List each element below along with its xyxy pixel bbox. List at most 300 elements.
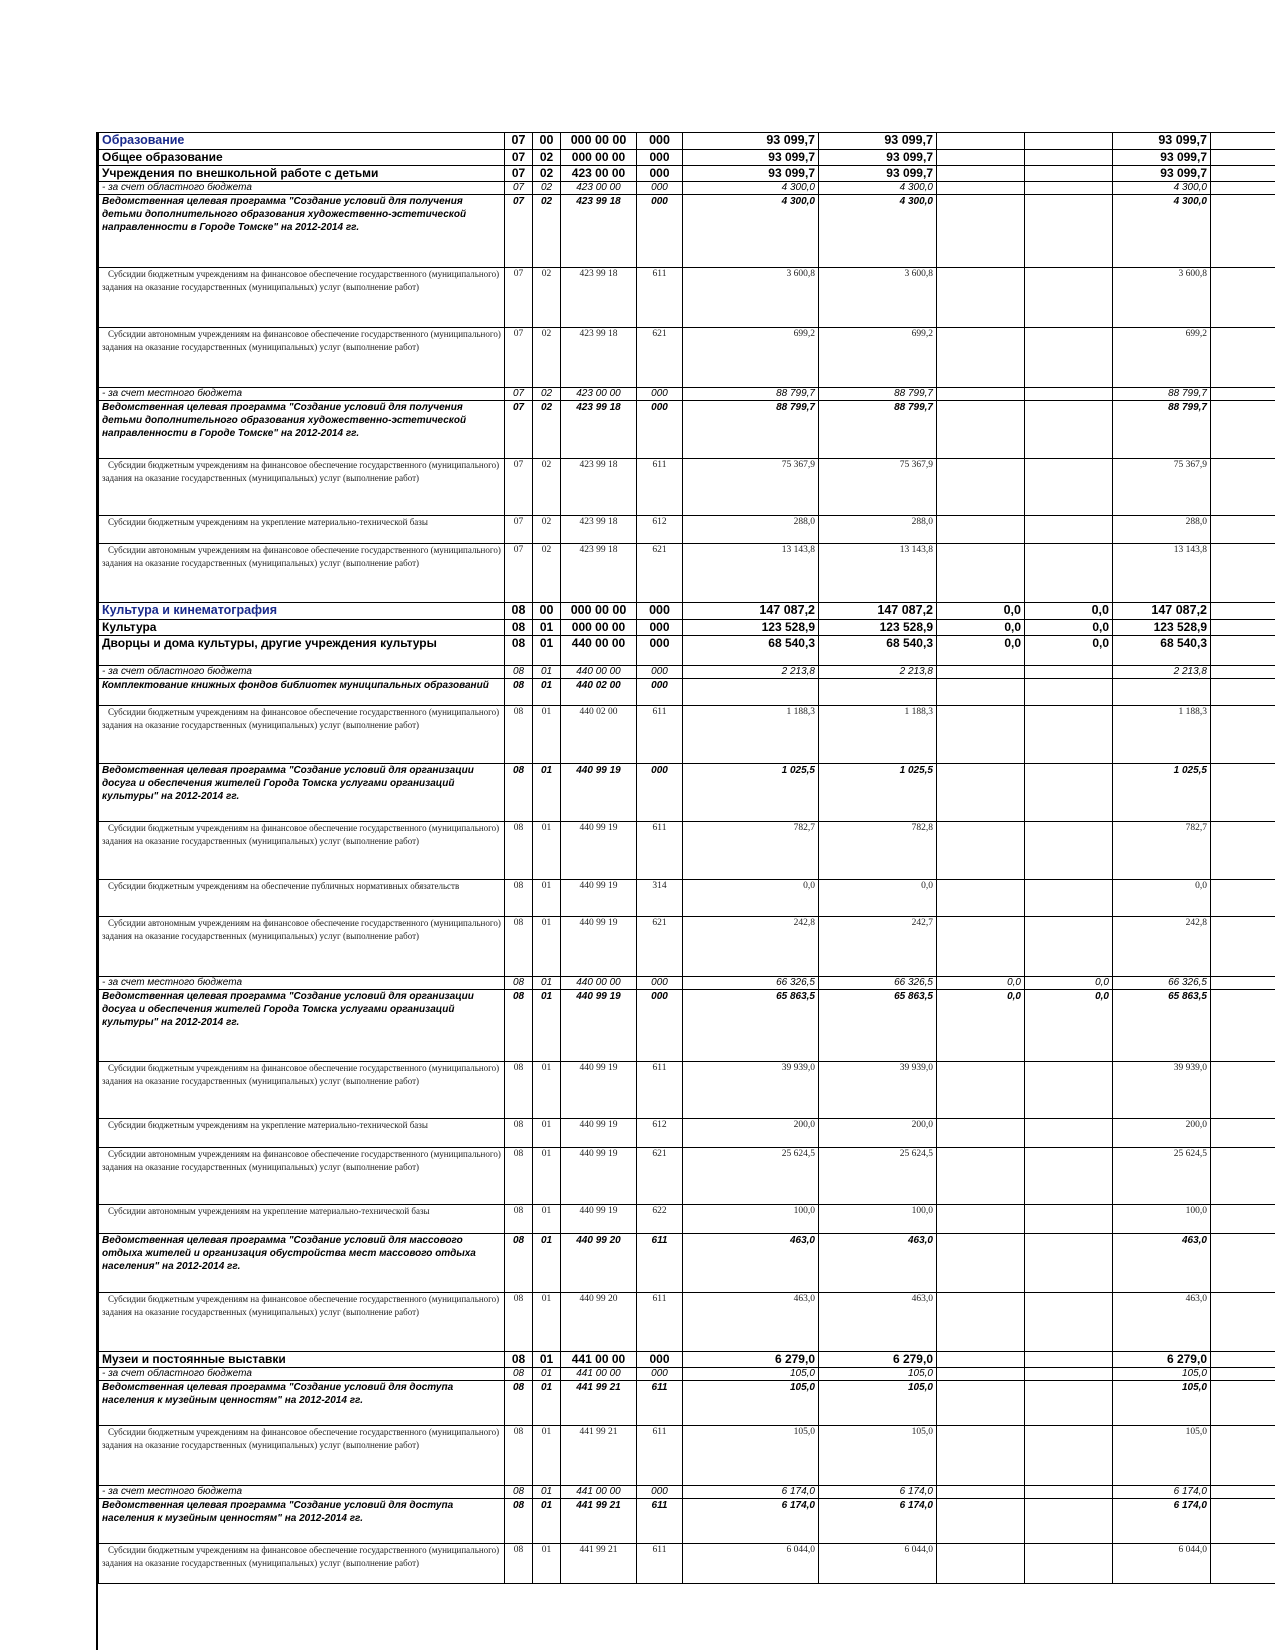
row-expense-type: 000 <box>637 603 683 620</box>
row-amount-4 <box>1025 388 1113 401</box>
row-amount-1: 66 326,5 <box>683 977 819 990</box>
table-row-sub <box>99 1368 1275 1381</box>
row-amount-3 <box>937 1293 1025 1352</box>
row-trailing-cell <box>1211 1368 1275 1381</box>
row-amount-5: 100,0 <box>1113 1205 1211 1234</box>
row-trailing-cell <box>1211 459 1275 516</box>
row-section-code: 08 <box>505 917 533 977</box>
row-section-code: 07 <box>505 459 533 516</box>
row-amount-4 <box>1025 516 1113 544</box>
row-target-article: 000 00 00 <box>561 133 637 150</box>
row-target-article: 000 00 00 <box>561 603 637 620</box>
row-amount-3 <box>937 516 1025 544</box>
row-target-article: 440 99 20 <box>561 1234 637 1293</box>
row-trailing-cell <box>1211 268 1275 328</box>
table-row-sub <box>99 388 1275 401</box>
row-subsection-code: 01 <box>533 1148 561 1205</box>
row-name: Музеи и постоянные выставки <box>99 1352 505 1368</box>
row-amount-3 <box>937 150 1025 166</box>
row-subsection-code: 01 <box>533 1293 561 1352</box>
row-name: Субсидии бюджетным учреждениям на укрепление материально-технической базы <box>99 516 505 544</box>
row-amount-2: 463,0 <box>819 1234 937 1293</box>
row-section-code: 07 <box>505 268 533 328</box>
row-subsection-code: 02 <box>533 195 561 268</box>
row-section-code: 07 <box>505 133 533 150</box>
table-row-item <box>99 917 1275 977</box>
row-expense-type: 000 <box>637 990 683 1062</box>
row-amount-5: 147 087,2 <box>1113 603 1211 620</box>
row-amount-5: 25 624,5 <box>1113 1148 1211 1205</box>
row-amount-2: 200,0 <box>819 1119 937 1148</box>
table-row-sub <box>99 666 1275 679</box>
row-amount-2: 699,2 <box>819 328 937 388</box>
row-subsection-code: 01 <box>533 1119 561 1148</box>
row-section-code: 07 <box>505 516 533 544</box>
row-amount-2: 6 044,0 <box>819 1544 937 1584</box>
row-amount-5: 93 099,7 <box>1113 150 1211 166</box>
budget-table-sheet <box>98 132 1275 1584</box>
row-amount-4 <box>1025 880 1113 917</box>
row-amount-3 <box>937 917 1025 977</box>
row-amount-2: 100,0 <box>819 1205 937 1234</box>
row-amount-2: 123 528,9 <box>819 620 937 636</box>
row-target-article: 423 99 18 <box>561 516 637 544</box>
row-subsection-code: 01 <box>533 636 561 666</box>
row-trailing-cell <box>1211 150 1275 166</box>
row-amount-2: 4 300,0 <box>819 195 937 268</box>
row-name: Субсидии бюджетным учреждениям на финансовое обеспечение государственного (муниципального) задания на оказание государственных (муниципальных) услуг (выполнение работ) <box>99 1062 505 1119</box>
row-section-code: 08 <box>505 603 533 620</box>
row-target-article: 440 00 00 <box>561 636 637 666</box>
row-expense-type: 611 <box>637 459 683 516</box>
row-name: - за счет местного бюджета <box>99 1486 505 1499</box>
row-subsection-code: 01 <box>533 1544 561 1584</box>
row-trailing-cell <box>1211 1544 1275 1584</box>
row-name: Ведомственная целевая программа "Создание условий для получения детьми дополнительного образования художественно-эстетической направленности в Городе Томске" на 2012-2014 гг. <box>99 195 505 268</box>
row-amount-4 <box>1025 1205 1113 1234</box>
row-amount-5: 68 540,3 <box>1113 636 1211 666</box>
row-amount-4 <box>1025 459 1113 516</box>
row-amount-4 <box>1025 1381 1113 1426</box>
row-amount-4 <box>1025 328 1113 388</box>
row-amount-3 <box>937 764 1025 822</box>
row-name: Субсидии бюджетным учреждениям на финансовое обеспечение государственного (муниципального) задания на оказание государственных (муниципальных) услуг (выполнение работ) <box>99 1426 505 1486</box>
row-subsection-code: 02 <box>533 328 561 388</box>
row-amount-2: 3 600,8 <box>819 268 937 328</box>
table-row-item <box>99 268 1275 328</box>
row-target-article: 423 99 18 <box>561 401 637 459</box>
row-expense-type: 611 <box>637 1062 683 1119</box>
row-amount-5: 6 044,0 <box>1113 1544 1211 1584</box>
row-trailing-cell <box>1211 620 1275 636</box>
table-row-grp <box>99 1352 1275 1368</box>
table-row-sub <box>99 182 1275 195</box>
row-amount-3 <box>937 1234 1025 1293</box>
row-section-code: 08 <box>505 1381 533 1426</box>
row-amount-2: 93 099,7 <box>819 133 937 150</box>
row-amount-3 <box>937 1381 1025 1426</box>
row-amount-1: 463,0 <box>683 1293 819 1352</box>
row-expense-type: 611 <box>637 1499 683 1544</box>
row-target-article: 423 00 00 <box>561 388 637 401</box>
row-amount-4 <box>1025 1119 1113 1148</box>
row-trailing-cell <box>1211 666 1275 679</box>
row-name: Субсидии бюджетным учреждениям на финансовое обеспечение государственного (муниципального) задания на оказание государственных (муниципальных) услуг (выполнение работ) <box>99 459 505 516</box>
row-amount-4 <box>1025 182 1113 195</box>
row-trailing-cell <box>1211 388 1275 401</box>
row-subsection-code: 01 <box>533 1234 561 1293</box>
table-row-prog <box>99 1381 1275 1426</box>
row-expense-type: 000 <box>637 764 683 822</box>
row-target-article: 440 99 19 <box>561 1148 637 1205</box>
row-expense-type: 000 <box>637 388 683 401</box>
row-trailing-cell <box>1211 1426 1275 1486</box>
row-amount-4: 0,0 <box>1025 620 1113 636</box>
row-name: Учреждения по внешкольной работе с детьми <box>99 166 505 182</box>
table-row-grp <box>99 166 1275 182</box>
row-amount-3: 0,0 <box>937 620 1025 636</box>
row-amount-1: 288,0 <box>683 516 819 544</box>
row-amount-1 <box>683 679 819 706</box>
table-row-item <box>99 822 1275 880</box>
table-row-sub <box>99 1486 1275 1499</box>
row-amount-3 <box>937 182 1025 195</box>
row-amount-2: 6 174,0 <box>819 1486 937 1499</box>
row-name: Субсидии автономным учреждениям на финансовое обеспечение государственного (муниципального) задания на оказание государственных (муниципальных) услуг (выполнение работ) <box>99 1148 505 1205</box>
row-name: Ведомственная целевая программа "Создание условий для организации досуга и обеспечения жителей Города Томска услугами организаций культуры" на 2012-2014 гг. <box>99 990 505 1062</box>
table-row-item <box>99 706 1275 764</box>
row-amount-1: 6 279,0 <box>683 1352 819 1368</box>
row-amount-5: 200,0 <box>1113 1119 1211 1148</box>
row-amount-5 <box>1113 679 1211 706</box>
table-row-sub <box>99 977 1275 990</box>
row-target-article: 441 00 00 <box>561 1352 637 1368</box>
row-amount-1: 105,0 <box>683 1381 819 1426</box>
row-amount-3 <box>937 133 1025 150</box>
row-subsection-code: 01 <box>533 917 561 977</box>
row-target-article: 423 00 00 <box>561 182 637 195</box>
row-amount-5: 6 174,0 <box>1113 1499 1211 1544</box>
row-target-article: 440 99 19 <box>561 1119 637 1148</box>
row-amount-4 <box>1025 1486 1113 1499</box>
row-amount-1: 105,0 <box>683 1426 819 1486</box>
row-amount-1: 242,8 <box>683 917 819 977</box>
row-amount-1: 147 087,2 <box>683 603 819 620</box>
table-row-grp <box>99 636 1275 666</box>
row-amount-1: 6 174,0 <box>683 1486 819 1499</box>
row-subsection-code: 01 <box>533 1205 561 1234</box>
row-amount-1: 123 528,9 <box>683 620 819 636</box>
row-amount-1: 39 939,0 <box>683 1062 819 1119</box>
row-amount-4 <box>1025 1148 1113 1205</box>
row-amount-4 <box>1025 544 1113 603</box>
row-trailing-cell <box>1211 1352 1275 1368</box>
row-expense-type: 000 <box>637 1368 683 1381</box>
row-amount-5: 105,0 <box>1113 1426 1211 1486</box>
row-name: Общее образование <box>99 150 505 166</box>
row-subsection-code: 02 <box>533 401 561 459</box>
row-amount-5: 782,7 <box>1113 822 1211 880</box>
row-expense-type: 000 <box>637 195 683 268</box>
row-amount-2: 6 174,0 <box>819 1499 937 1544</box>
row-amount-2 <box>819 679 937 706</box>
table-row-sec <box>99 603 1275 620</box>
row-amount-1: 88 799,7 <box>683 388 819 401</box>
row-name: Культура и кинематография <box>99 603 505 620</box>
row-amount-3 <box>937 880 1025 917</box>
row-amount-1: 200,0 <box>683 1119 819 1148</box>
row-amount-1: 4 300,0 <box>683 182 819 195</box>
row-amount-4 <box>1025 401 1113 459</box>
row-target-article: 441 99 21 <box>561 1426 637 1486</box>
row-trailing-cell <box>1211 401 1275 459</box>
row-amount-5: 13 143,8 <box>1113 544 1211 603</box>
row-expense-type: 621 <box>637 544 683 603</box>
row-amount-4 <box>1025 1368 1113 1381</box>
row-amount-4 <box>1025 1293 1113 1352</box>
row-subsection-code: 00 <box>533 133 561 150</box>
row-name: Ведомственная целевая программа "Создание условий для массового отдыха жителей и организация обустройства мест массового отдыха населения" на 2012-2014 гг. <box>99 1234 505 1293</box>
row-amount-3 <box>937 328 1025 388</box>
table-row-item <box>99 328 1275 388</box>
row-section-code: 08 <box>505 666 533 679</box>
row-trailing-cell <box>1211 195 1275 268</box>
row-expense-type: 611 <box>637 268 683 328</box>
row-amount-1: 93 099,7 <box>683 150 819 166</box>
budget-table-body <box>99 133 1275 1584</box>
row-amount-2: 2 213,8 <box>819 666 937 679</box>
row-target-article: 423 99 18 <box>561 544 637 603</box>
row-expense-type: 000 <box>637 182 683 195</box>
row-trailing-cell <box>1211 603 1275 620</box>
row-amount-2: 105,0 <box>819 1426 937 1486</box>
row-name: Субсидии автономным учреждениям на укрепление материально-технической базы <box>99 1205 505 1234</box>
row-amount-3 <box>937 1062 1025 1119</box>
row-trailing-cell <box>1211 328 1275 388</box>
row-expense-type: 611 <box>637 1234 683 1293</box>
row-amount-4 <box>1025 166 1113 182</box>
row-section-code: 08 <box>505 1234 533 1293</box>
row-expense-type: 314 <box>637 880 683 917</box>
row-subsection-code: 01 <box>533 706 561 764</box>
row-amount-4: 0,0 <box>1025 977 1113 990</box>
row-amount-3 <box>937 268 1025 328</box>
row-subsection-code: 02 <box>533 166 561 182</box>
row-name: - за счет областного бюджета <box>99 666 505 679</box>
row-amount-1: 100,0 <box>683 1205 819 1234</box>
budget-table <box>98 132 1275 1584</box>
row-amount-5: 288,0 <box>1113 516 1211 544</box>
row-section-code: 08 <box>505 764 533 822</box>
row-amount-3 <box>937 1352 1025 1368</box>
row-amount-5: 463,0 <box>1113 1293 1211 1352</box>
row-target-article: 423 99 18 <box>561 195 637 268</box>
row-name: Субсидии бюджетным учреждениям на финансовое обеспечение государственного (муниципального) задания на оказание государственных (муниципальных) услуг (выполнение работ) <box>99 1544 505 1584</box>
table-row-prog <box>99 195 1275 268</box>
row-trailing-cell <box>1211 679 1275 706</box>
row-name: Субсидии бюджетным учреждениям на финансовое обеспечение государственного (муниципального) задания на оказание государственных (муниципальных) услуг (выполнение работ) <box>99 822 505 880</box>
row-name: Субсидии бюджетным учреждениям на финансовое обеспечение государственного (муниципального) задания на оказание государственных (муниципальных) услуг (выполнение работ) <box>99 706 505 764</box>
row-target-article: 000 00 00 <box>561 150 637 166</box>
row-amount-2: 288,0 <box>819 516 937 544</box>
row-amount-2: 1 025,5 <box>819 764 937 822</box>
row-amount-3 <box>937 388 1025 401</box>
row-section-code: 07 <box>505 388 533 401</box>
row-amount-1: 6 044,0 <box>683 1544 819 1584</box>
row-target-article: 441 00 00 <box>561 1486 637 1499</box>
table-row-grp <box>99 620 1275 636</box>
row-section-code: 08 <box>505 706 533 764</box>
row-amount-4 <box>1025 1499 1113 1544</box>
row-section-code: 08 <box>505 1205 533 1234</box>
row-name: - за счет местного бюджета <box>99 388 505 401</box>
row-amount-5: 2 213,8 <box>1113 666 1211 679</box>
row-amount-3 <box>937 1119 1025 1148</box>
row-amount-4 <box>1025 150 1113 166</box>
row-amount-4 <box>1025 706 1113 764</box>
row-amount-1: 105,0 <box>683 1368 819 1381</box>
row-amount-1: 699,2 <box>683 328 819 388</box>
row-amount-4 <box>1025 133 1113 150</box>
row-amount-1: 88 799,7 <box>683 401 819 459</box>
row-amount-3 <box>937 1205 1025 1234</box>
row-amount-3: 0,0 <box>937 990 1025 1062</box>
row-expense-type: 612 <box>637 1119 683 1148</box>
row-target-article: 440 99 19 <box>561 1205 637 1234</box>
table-row-prog <box>99 1499 1275 1544</box>
row-name: - за счет областного бюджета <box>99 1368 505 1381</box>
row-amount-1: 68 540,3 <box>683 636 819 666</box>
row-amount-4: 0,0 <box>1025 603 1113 620</box>
row-amount-2: 463,0 <box>819 1293 937 1352</box>
row-amount-5: 6 174,0 <box>1113 1486 1211 1499</box>
row-trailing-cell <box>1211 544 1275 603</box>
row-trailing-cell <box>1211 1234 1275 1293</box>
row-amount-5: 4 300,0 <box>1113 195 1211 268</box>
row-subsection-code: 02 <box>533 150 561 166</box>
row-trailing-cell <box>1211 182 1275 195</box>
row-amount-4 <box>1025 666 1113 679</box>
row-name: Субсидии автономным учреждениям на финансовое обеспечение государственного (муниципального) задания на оказание государственных (муниципальных) услуг (выполнение работ) <box>99 544 505 603</box>
row-expense-type: 621 <box>637 328 683 388</box>
row-amount-3 <box>937 679 1025 706</box>
row-subsection-code: 01 <box>533 620 561 636</box>
row-trailing-cell <box>1211 1062 1275 1119</box>
row-section-code: 07 <box>505 182 533 195</box>
table-row-prog <box>99 401 1275 459</box>
table-row-item <box>99 1119 1275 1148</box>
row-amount-4 <box>1025 1544 1113 1584</box>
row-amount-2: 88 799,7 <box>819 401 937 459</box>
row-expense-type: 000 <box>637 620 683 636</box>
row-trailing-cell <box>1211 1381 1275 1426</box>
row-expense-type: 621 <box>637 917 683 977</box>
row-amount-1: 25 624,5 <box>683 1148 819 1205</box>
row-name: Ведомственная целевая программа "Создание условий для организации досуга и обеспечения жителей Города Томска услугами организаций культуры" на 2012-2014 гг. <box>99 764 505 822</box>
row-section-code: 08 <box>505 1368 533 1381</box>
row-amount-2: 93 099,7 <box>819 150 937 166</box>
row-amount-5: 65 863,5 <box>1113 990 1211 1062</box>
table-row-grp <box>99 150 1275 166</box>
table-row-item <box>99 544 1275 603</box>
row-section-code: 08 <box>505 880 533 917</box>
row-amount-1: 1 025,5 <box>683 764 819 822</box>
row-amount-5: 3 600,8 <box>1113 268 1211 328</box>
table-row-item <box>99 880 1275 917</box>
row-section-code: 07 <box>505 328 533 388</box>
row-trailing-cell <box>1211 636 1275 666</box>
row-amount-3: 0,0 <box>937 977 1025 990</box>
row-amount-1: 6 174,0 <box>683 1499 819 1544</box>
table-row-sec <box>99 133 1275 150</box>
row-expense-type: 000 <box>637 166 683 182</box>
row-name: Комплектование книжных фондов библиотек муниципальных образований <box>99 679 505 706</box>
row-amount-1: 93 099,7 <box>683 166 819 182</box>
row-trailing-cell <box>1211 1499 1275 1544</box>
row-name: - за счет областного бюджета <box>99 182 505 195</box>
table-row-prog <box>99 679 1275 706</box>
row-amount-1: 13 143,8 <box>683 544 819 603</box>
row-target-article: 440 00 00 <box>561 666 637 679</box>
row-name: Субсидии бюджетным учреждениям на финансовое обеспечение государственного (муниципального) задания на оказание государственных (муниципальных) услуг (выполнение работ) <box>99 268 505 328</box>
table-row-item <box>99 1544 1275 1584</box>
row-target-article: 441 99 21 <box>561 1499 637 1544</box>
row-amount-4 <box>1025 1062 1113 1119</box>
row-amount-5: 93 099,7 <box>1113 133 1211 150</box>
row-subsection-code: 01 <box>533 1062 561 1119</box>
row-amount-5: 1 025,5 <box>1113 764 1211 822</box>
row-amount-5: 105,0 <box>1113 1381 1211 1426</box>
row-expense-type: 611 <box>637 706 683 764</box>
row-trailing-cell <box>1211 917 1275 977</box>
row-amount-4: 0,0 <box>1025 990 1113 1062</box>
table-row-prog <box>99 1234 1275 1293</box>
row-amount-3: 0,0 <box>937 603 1025 620</box>
row-amount-4 <box>1025 822 1113 880</box>
row-subsection-code: 01 <box>533 1352 561 1368</box>
row-target-article: 423 00 00 <box>561 166 637 182</box>
row-subsection-code: 01 <box>533 1381 561 1426</box>
row-expense-type: 611 <box>637 1544 683 1584</box>
row-amount-4 <box>1025 917 1113 977</box>
row-amount-2: 39 939,0 <box>819 1062 937 1119</box>
row-subsection-code: 02 <box>533 459 561 516</box>
table-row-item <box>99 516 1275 544</box>
row-amount-1: 75 367,9 <box>683 459 819 516</box>
row-amount-4 <box>1025 1234 1113 1293</box>
row-name: Образование <box>99 133 505 150</box>
row-subsection-code: 01 <box>533 1486 561 1499</box>
table-row-item <box>99 1426 1275 1486</box>
row-subsection-code: 01 <box>533 977 561 990</box>
row-section-code: 08 <box>505 1544 533 1584</box>
row-amount-3 <box>937 706 1025 764</box>
row-amount-1: 65 863,5 <box>683 990 819 1062</box>
row-amount-2: 93 099,7 <box>819 166 937 182</box>
row-amount-4: 0,0 <box>1025 636 1113 666</box>
row-amount-2: 105,0 <box>819 1381 937 1426</box>
row-amount-3 <box>937 166 1025 182</box>
row-amount-2: 0,0 <box>819 880 937 917</box>
row-target-article: 440 99 19 <box>561 822 637 880</box>
row-subsection-code: 02 <box>533 388 561 401</box>
row-section-code: 08 <box>505 1486 533 1499</box>
row-amount-2: 147 087,2 <box>819 603 937 620</box>
row-trailing-cell <box>1211 1293 1275 1352</box>
row-section-code: 07 <box>505 195 533 268</box>
row-name: Субсидии автономным учреждениям на финансовое обеспечение государственного (муниципального) задания на оказание государственных (муниципальных) услуг (выполнение работ) <box>99 328 505 388</box>
row-amount-5: 123 528,9 <box>1113 620 1211 636</box>
